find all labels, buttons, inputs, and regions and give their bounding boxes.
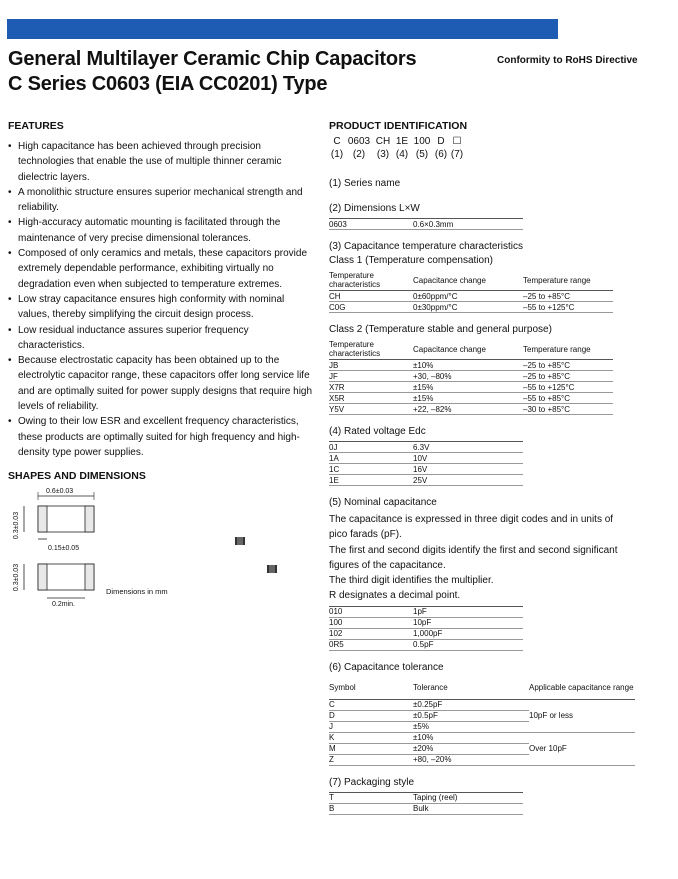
chip-photo-2 [266, 564, 278, 574]
table-cell: C0G [329, 302, 413, 313]
table-cell: M [329, 743, 413, 754]
table-row [329, 219, 523, 230]
tolerance-table [329, 677, 635, 766]
table-header-row [329, 270, 613, 291]
feature-item: • A monolithic structure ensures superior mechanical strength and reliability. [8, 185, 313, 216]
table-row [329, 617, 523, 628]
table-cell: –25 to +85°C [523, 291, 613, 302]
table-cell: JB [329, 360, 413, 371]
column-header: Tolerance [413, 677, 529, 700]
dimensions-table [329, 218, 523, 230]
table-cell: –25 to +85°C [523, 371, 613, 382]
features-section [8, 120, 313, 460]
table-cell: ±20% [413, 743, 529, 754]
table-cell: 1A [329, 453, 413, 464]
table-cell: Z [329, 754, 413, 765]
section-series-name [329, 177, 629, 191]
table-row [329, 442, 523, 453]
feature-item: • Low residual inductance assures superior frequency characteristics. [8, 323, 313, 354]
table-cell: CH [329, 291, 413, 302]
table-row [329, 699, 635, 710]
pid-heading: PRODUCT IDENTIFICATION [329, 120, 468, 132]
table-cell: 10pF or less [529, 699, 635, 732]
dimensions-unit-note: Dimensions in mm [106, 587, 168, 596]
feature-item: • Low stray capacitance ensures high conformity with nominal values, thereby simplifying the circuit design process. [8, 292, 313, 323]
table-row [329, 360, 613, 371]
table-cell: 10V [413, 453, 523, 464]
section-title: (7) Packaging style [329, 776, 415, 788]
paragraph: The third digit identifies the multiplier. [329, 575, 494, 587]
pid-num: (4) [395, 149, 409, 160]
table-row [329, 291, 613, 302]
pid-code: 0603 [347, 136, 371, 147]
dim-height-label: 0.3±0.03 [13, 511, 21, 540]
dim-length-label: 0.6±0.03 [46, 488, 74, 495]
table-cell: ±15% [413, 382, 523, 393]
capacitance-table [329, 606, 523, 651]
table-cell: 6.3V [413, 442, 523, 453]
feature-item: • Owing to their low ESR and excellent frequency characteristics, these products are optimally suited for high frequency and high-density type power supplies. [8, 414, 313, 460]
table-cell: Y5V [329, 404, 413, 415]
table-cell: 102 [329, 628, 413, 639]
column-header: Capacitance change [413, 339, 523, 360]
pid-codes-row [329, 136, 629, 147]
table-cell: ±0.25pF [413, 699, 529, 710]
table-cell: C [329, 699, 413, 710]
table-cell: 0±30ppm/°C [413, 302, 523, 313]
table-cell: –55 to +85°C [523, 393, 613, 404]
table-cell: 0.6×0.3mm [413, 219, 523, 230]
column-header: Temperature characteristics [329, 270, 413, 291]
table-row [329, 639, 523, 650]
table-row [329, 453, 523, 464]
table-row [329, 606, 523, 617]
table-cell: 0.5pF [413, 639, 523, 650]
feature-item: • Composed of only ceramics and metals, these capacitors provide extremely dependable performance, exhibiting virtually no degradation even when subjected to temperature extremes. [8, 246, 313, 292]
feature-item: • High-accuracy automatic mounting is facilitated through the maintenance of very precise dimensional tolerances. [8, 215, 313, 246]
feature-item: • High capacitance has been achieved through precision technologies that enable the use of multiple thinner ceramic dielectric layers. [8, 139, 313, 185]
table-row [329, 732, 635, 743]
table-cell: 0R5 [329, 639, 413, 650]
pid-code: 100 [413, 136, 431, 147]
pid-num: (5) [415, 149, 429, 160]
table-cell: JF [329, 371, 413, 382]
packaging-table [329, 792, 523, 815]
table-cell: ±15% [413, 393, 523, 404]
table-header-row [329, 339, 613, 360]
table-cell: ±10% [413, 360, 523, 371]
paragraph: The first and second digits identify the first and second significant figures of the capacitance. [329, 544, 618, 571]
dim-terminal-label: 0.15±0.05 [48, 545, 80, 552]
section-title: (6) Capacitance tolerance [329, 661, 444, 673]
table-cell: J [329, 721, 413, 732]
table-cell: 010 [329, 606, 413, 617]
table-cell: 1E [329, 475, 413, 486]
pid-num: (6) [434, 149, 448, 160]
voltage-table [329, 441, 523, 486]
table-cell: X7R [329, 382, 413, 393]
table-cell: +22, –82% [413, 404, 523, 415]
page-title [8, 47, 416, 97]
paragraph: R designates a decimal point. [329, 590, 461, 602]
table-row [329, 792, 523, 803]
section-title: (2) Dimensions L×W [329, 203, 420, 214]
table-cell: Bulk [413, 803, 523, 814]
column-header: Temperature range [523, 339, 613, 360]
column-header: Symbol [329, 677, 413, 700]
section-dimensions [329, 202, 629, 230]
table-cell: D [329, 710, 413, 721]
table-row [329, 464, 523, 475]
feature-item: • Because electrostatic capacity has been obtained up to the electrolytic capacitor range, these capacitors offer long service life and are optimally suited for power supply designs that require high levels of reliability. [8, 353, 313, 414]
table-cell: –55 to +125°C [523, 382, 613, 393]
table-row [329, 371, 613, 382]
table-cell: 1pF [413, 606, 523, 617]
table-cell: –25 to +85°C [523, 360, 613, 371]
column-header: Capacitance change [413, 270, 523, 291]
table-cell: X5R [329, 393, 413, 404]
table-row [329, 475, 523, 486]
dim-gap-label: 0.2min. [52, 601, 75, 608]
table-cell: ±5% [413, 721, 529, 732]
table-row [329, 302, 613, 313]
pid-num: (1) [330, 149, 344, 160]
table-cell: Taping (reel) [413, 792, 523, 803]
table-cell: 0603 [329, 219, 413, 230]
chip-photo-1 [234, 536, 246, 546]
section-packaging [329, 776, 629, 815]
table-row [329, 803, 523, 814]
shapes-section [8, 470, 308, 620]
table-cell: ±10% [413, 732, 529, 743]
table-row [329, 393, 613, 404]
title-line-1: General Multilayer Ceramic Chip Capacitors [8, 48, 417, 70]
table-cell: K [329, 732, 413, 743]
section-title: (5) Nominal capacitance [329, 497, 437, 508]
title-line-2: C Series C0603 (EIA CC0201) Type [8, 73, 328, 95]
table-cell: ±0.5pF [413, 710, 529, 721]
features-heading: FEATURES [8, 120, 64, 132]
table-cell: –55 to +125°C [523, 302, 613, 313]
table-cell: T [329, 792, 413, 803]
section-rated-voltage [329, 425, 629, 486]
section-nominal-capacitance [329, 496, 629, 651]
dim-width-label: 0.3±0.03 [13, 563, 21, 592]
table-row [329, 404, 613, 415]
table-row [329, 628, 523, 639]
pid-code: C [333, 136, 341, 147]
header-bar [7, 19, 558, 39]
section-temp-characteristics [329, 240, 629, 415]
column-header: Temperature range [523, 270, 613, 291]
pid-code: D [437, 136, 445, 147]
table-cell: Over 10pF [529, 732, 635, 765]
table-cell: 1C [329, 464, 413, 475]
table-cell: B [329, 803, 413, 814]
product-identification [329, 120, 634, 815]
rohs-note: Conformity to RoHS Directive [497, 55, 638, 66]
class1-table [329, 270, 613, 313]
class2-title: Class 2 (Temperature stable and general purpose) [329, 324, 552, 335]
table-header-row [329, 677, 635, 700]
class1-title: Class 1 (Temperature compensation) [329, 255, 493, 266]
table-cell: 100 [329, 617, 413, 628]
section-title: (4) Rated voltage Edc [329, 426, 426, 437]
pid-num: (2) [352, 149, 366, 160]
table-cell: 0J [329, 442, 413, 453]
section-tolerance [329, 661, 634, 766]
column-header: Applicable capacitance range [529, 677, 635, 700]
pid-code: ☐ [452, 136, 462, 147]
section-title: (1) Series name [329, 178, 401, 189]
table-cell: +30, –80% [413, 371, 523, 382]
pid-nums-row [329, 149, 629, 160]
table-cell: +80, –20% [413, 754, 529, 765]
pid-code: 1E [395, 136, 409, 147]
table-cell: 0±60ppm/°C [413, 291, 523, 302]
table-cell: 1,000pF [413, 628, 523, 639]
paragraph: The capacitance is expressed in three digit codes and in units of pico farads (pF). [329, 514, 614, 541]
table-cell: –30 to +85°C [523, 404, 613, 415]
pid-num: (3) [376, 149, 390, 160]
table-cell: 16V [413, 464, 523, 475]
pid-code: CH [375, 136, 391, 147]
section-title: (3) Capacitance temperature characteristics [329, 241, 523, 252]
pid-num: (7) [450, 149, 464, 160]
table-row [329, 382, 613, 393]
shapes-heading: SHAPES AND DIMENSIONS [8, 470, 146, 482]
class2-table [329, 339, 613, 415]
column-header: Temperature characteristics [329, 339, 413, 360]
table-cell: 25V [413, 475, 523, 486]
table-cell: 10pF [413, 617, 523, 628]
features-list [8, 139, 313, 460]
